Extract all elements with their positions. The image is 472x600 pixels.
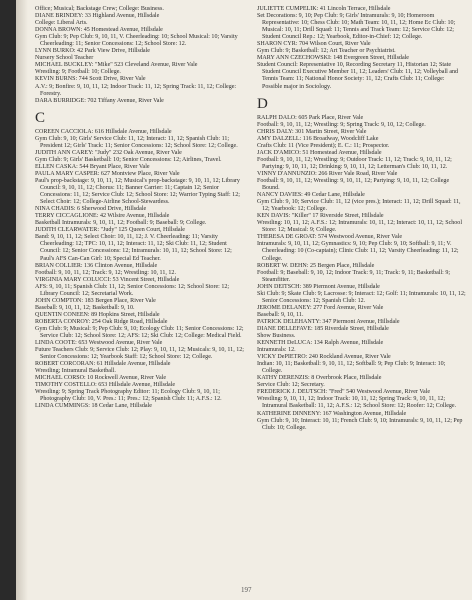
senior-entry-line: Gym Club: 9, 10; Girls' Service Club: 11, 12; Interact: 11, 12; Spanish Club: 11; President 12; Girls' Track: 11; Senior Concessions: 12; School Store: 12; College.	[35, 135, 238, 149]
right-column	[257, 6, 466, 432]
senior-entry-line: COREEN CACCIOLA: 616 Hillsdale Avenue, Hillsdale	[35, 128, 172, 135]
left-column	[35, 6, 247, 411]
senior-entry-line: Basketball Intramurals: 9, 10, 11, 12; Football: 9; Baseball: 9; College.	[35, 220, 207, 227]
senior-entry-line: Crafts Club: 11 (Vice President); E. C.: 11; Prospector.	[257, 142, 390, 149]
senior-entry-line: Football: 9, 10, 11, 12; Wrestling: 9, 10, 11, 12; Partying: 9, 10, 11, 12; College Bound.	[257, 177, 450, 192]
senior-entry-line: Office; Musical; Backstage Crew; College: Business.	[35, 6, 164, 12]
senior-entry-line: KATHY DERENZIS: 8 Overbrook Place, Hillsdale	[257, 375, 382, 382]
senior-entry-line: MICHAEL BUCKLEY: "Mike" 523 Cleveland Avenue, River Vale	[35, 62, 198, 69]
senior-entry-line: JACK D'AMICO: 51 Homestead Avenue, Hillsdale	[257, 149, 382, 156]
senior-entry-line: ELLEN CASKA: 544 Bryant Place, River Vale	[35, 163, 150, 170]
senior-entry-line: Paul's prop-backstage: 9, 10, 11, 12; Musical's prop-backstage: 9, 10, 11, 12; Library Council: 9, 10, 11, 12; Chorus: 11; Banner Carrier: 11; Captain 12; Senior Concessions: 11, 12; Service Club: 12; School Store: 12; Warrior Typing Staff: 12; Select Choir: 12; College-Airline School-Stewardess.	[35, 177, 240, 206]
senior-entry-line: NINA CHADIS: 6 Sherwood Drive, Hillsdale	[35, 206, 147, 213]
senior-entry-line: AFS: 9, 10, 11; Spanish Club: 11, 12; Senior Concessions: 12; School Store: 12; Library Council: 12; Secretarial Work.	[35, 283, 230, 297]
senior-entry-line: VIRGINIA MARY COLUCCI: 53 Vincent Street, Hillsdale	[35, 276, 180, 283]
senior-entry-line: KENNETH DeLUCA: 134 Ralph Avenue, Hillsdale	[257, 340, 384, 347]
senior-entry-line: JUDITH ANN CAREY: "Judy" 232 Oak Avenue, River Vale	[35, 149, 182, 156]
senior-entry-line: Set Decorations: 9, 10; Pep Club: 9; Girls' Intramurals: 9, 10; Homeroom Representative: 10; Chess Club: 10; Math Team: 10, 11, 12; Home Ec Club: 10; Musical: 10, 11; Drill Squad: 11; Tennis and Track Team: 12; Service Club: 12; Student Council Rep.: 12; Yearbook, Editor-in-Chief: 12; College.	[257, 13, 456, 41]
senior-entry-line: MICHAEL CORSO: 10 Rockwell Avenue, River Vale	[35, 375, 167, 382]
senior-entry-line: THERESA DE GROAT: 574 Westwood Avenue, River Vale	[257, 234, 402, 241]
senior-entry-line: JOHN COMPTON: 183 Bergen Place, River Vale	[35, 297, 156, 304]
senior-entry-line: Band: 9, 10, 11, 12; Select Choir: 10, 11, 12; J. V. Cheerleading: 11; Varsity Cheerleading: 12; TPC: 10, 11, 12; Interact: 11, 12; Ski Club: 11, 12; Student Council: 12; Senior Concessions: 12; Intramurals: 10, 11, 12; School Store: 12; Paul's AFS Can-Can Girl: 10; Special Ed Teacher.	[35, 234, 232, 262]
senior-entry-line: Future Teachers Club: 9; Service Club: 12; Play: 9, 10, 11, 12; Musicals: 9, 10, 11, 12; Senior Concessions: 12; Yearbook Staff: 12; School Store: 12; College.	[35, 347, 244, 361]
senior-entry-line: Gym Club: 9; Pep Club: 9, 10, 11, V. Cheerleading: 10; School Musical: 10; Varsity Cheerleading: 11; Senior Concessions: 12; School Store: 12.	[35, 34, 238, 48]
senior-entry-line: Wrestling: 10, 11, 12; A.F.S.: 12; Intramurals: 10, 11, 12; Interact: 10, 11, 12; School Store: 12; Musical: 9; College.	[257, 220, 463, 234]
senior-entry-line: VICKY DePIETRO: 240 Rockland Avenue, River Vale	[257, 354, 391, 361]
senior-entry-line: Gym Club: 9; Musical: 9; Pep Club: 9, 10; Ecology Club: 11; Senior Concessions: 12; Service Club: 12; School Store: 12; AFS: 12; Ski Club: 12; College: Medical Field.	[35, 325, 244, 340]
senior-entry-line: JOHN DEITSCH: 389 Piermont Avenue, Hillsdale	[257, 283, 380, 290]
section-letter-d: D	[257, 95, 268, 112]
senior-entry-line: KEN DAVIS: "Killer" 17 Riverside Street, Hillsdale	[257, 213, 384, 220]
book-spine-shadow	[16, 0, 28, 600]
senior-entry-line: LINDA CUMMINGS: 18 Cedar Lane, Hillsdale	[35, 403, 152, 410]
senior-entry-line: JUDITH CLEARWATER: "Judy" 125 Queen Court, Hillsdale	[35, 227, 185, 234]
senior-entry-line: TIMOTHY COSTELLO: 653 Hillsdale Avenue, Hillsdale	[35, 382, 176, 389]
senior-entry-line: Football: 9, 10, 11, 12; Track: 9, 12; Wrestling: 10, 11, 12.	[35, 269, 176, 276]
senior-entry-line: PATRICK DELEHANTY: 347 Piermont Avenue, Hillsdale	[257, 318, 400, 325]
right-top-entries	[257, 6, 466, 91]
senior-entry-line: Wrestling: 9; Spring Track Photography Editor: 11; Ecology Club: 9, 10, 11; Photography Club: 10, V. Pres.: 11; Pres.: 12; Spanish Club: 11; A.F.S.: 12.	[35, 389, 222, 403]
senior-entry-line: Gym Club: 9, 10; Service Club: 11, 12 (vice pres.); Interact: 11, 12; Drill Squad: 11, 12; Yearbook: 12; College.	[257, 199, 461, 213]
senior-entry-line: Baseball: 9, 10, 11.	[257, 311, 304, 318]
senior-entry-line: A.V.: 9; Bonfire: 9, 10, 11, 12; Indoor Track: 11, 12; Spring Track: 11, 12; College: Forestry.	[35, 83, 237, 97]
yearbook-page	[16, 0, 472, 600]
senior-entry-line: Service Club: 12; Secretary.	[257, 382, 325, 389]
senior-entry-line: College: Liberal Arts.	[35, 20, 88, 27]
senior-entry-line: Ski Club: 9; Skate Club: 9; Lacrosse: 9; Interact: 12; Golf: 11; Intramurals: 10, 11, 12; Senior Concessions: 12; Spanish Club: 12.	[257, 290, 466, 304]
senior-entry-line: Football: 9, 10, 11, 12; Wrestling: 9; Outdoor Track: 11, 12; Track: 9, 10, 11, 12; Partying: 9, 10, 11, 12; Drinking: 9, 10, 11, 12; Letterman's Club: 10, 11, 12.	[257, 156, 452, 170]
senior-entry-line: VINNY D'ANNUNZIO: 266 River Vale Road, River Vale	[257, 170, 398, 177]
senior-entry-line: Nursery School Teacher	[35, 55, 94, 62]
right-bottom-entries	[257, 115, 466, 432]
senior-entry-line: Baseball: 9, 10, 11, 12; Basketball: 9, 10.	[35, 304, 135, 311]
senior-entry-line: DIANE DELLEFAVE: 185 Riverdale Street, Hillsdale	[257, 325, 389, 332]
senior-entry-line: ROBERT W. DEHN: 25 Bergen Place, Hillsdale	[257, 262, 375, 269]
senior-entry-line: TERRY CICCAGLIONE: 42 Wilsire Avenue, Hillsdale	[35, 213, 170, 220]
senior-entry-line: FREDERICK J. DEUTSCH: "Fred" 540 Westwood Avenue, River Vale	[257, 389, 431, 396]
senior-entry-line: DIANE BRINDEY: 33 Highland Avenue, Hillsdale	[35, 13, 160, 20]
senior-entry-line: LYNN BURKO: 42 Park View Drive, Hillsdale	[35, 48, 150, 55]
page-number: 197	[241, 586, 252, 594]
senior-entry-line: Wrestling: 9; Football: 10; College.	[35, 69, 121, 76]
senior-entry-line: KATHERINE DINNENY: 167 Washington Avenue, Hillsdale	[257, 410, 407, 417]
senior-entry-line: SHARON CYR: 704 Wilson Court, River Vale	[257, 41, 371, 48]
senior-entry-line: Gym Club: 9, 10; Interact: 10, 11; French Club: 9, 10; Intramurals: 9, 10, 11, 12; Pep Club: 10; College.	[257, 417, 463, 431]
senior-entry-line: DONNA BROWN: 45 Homestead Avenue, Hillsdale	[35, 27, 163, 34]
senior-entry-line: Indian: 10, 11; Basketball: 9, 10, 11, 12; Softball: 9; Pep Club: 9; Interact: 10; College.	[257, 361, 446, 375]
senior-entry-line: Show Business.	[257, 333, 296, 340]
senior-entry-line: Wrestling: 9, 10, 11, 12; Indoor Track: 10, 11, 12; Spring Track: 9, 10, 11, 12; Intramural Basketball: 11, 12; A.F.S.: 12; School Store: 12; Roofer: 12; College.	[257, 396, 457, 410]
senior-entry-line: AMY DALZELL: 116 Broadway, Woodcliff Lake	[257, 135, 379, 142]
senior-entry-line: Student Council: Representative 10, Recording Secretary 11, Historian 12; State Student Council Executive Member 11, 12; Leaders' Club: 11, 12; Volleyball and Tennis Team: 11; National Honor Society: 11, 12; Crafts Club: 11; College: Possible major in Sociology.	[257, 62, 459, 90]
senior-entry-line: JULIETTE CUMPELIK: 41 Lincoln Terrace, Hillsdale	[257, 6, 391, 12]
senior-entry-line: QUENTIN CONEEN: 89 Hopkins Street, Hillsdale	[35, 311, 160, 318]
senior-entry-line: MARY ANN CZECHOWSKI: 148 Evergreen Street, Hillsdale	[257, 55, 409, 62]
senior-entry-line: NANCY DAVIES: 49 Cedar Lane, Hillsdale	[257, 192, 365, 199]
left-top-entries	[35, 6, 247, 105]
senior-entry-line: KEVIN BURNS: 744 Scott Drive, River Vale	[35, 76, 146, 83]
senior-entry-line: LINDA COOTE: 653 Westwood Avenue, River Vale	[35, 340, 163, 347]
senior-entry-line: BRIAN COLLIER: 136 Clinton Avenue, Hillsdale	[35, 262, 158, 269]
left-bottom-entries	[35, 129, 247, 411]
senior-entry-line: Football: 9; Baseball: 9, 10, 12; Indoor Track: 9, 11; Track: 9, 11; Basketball: 9; Steamfitter.	[257, 269, 451, 283]
senior-entry-line: RALPH DALO: 605 Park Place, River Vale	[257, 114, 364, 121]
senior-entry-line: PAULA MARY CASPER: 627 Montview Place, River Vale	[35, 170, 180, 177]
senior-entry-line: Intramurals: 12.	[257, 347, 296, 354]
senior-entry-line: ROBERTA CONROY: 254 Oak Ridge Road, Hillsdale	[35, 318, 168, 325]
senior-entry-line: ROBERT CORCORAN: 61 Hillsdale Avenue, Hillsdale	[35, 361, 171, 368]
senior-entry-line: CHRIS DALY: 301 Martin Street, River Vale	[257, 128, 367, 135]
section-letter-c: C	[35, 109, 46, 126]
senior-entry-line: Football: 9, 10, 11, 12; Wrestling: 9; Spring Track: 9, 10, 12; College.	[257, 121, 426, 128]
senior-entry-line: DARA BURRIDGE: 702 Tiffany Avenue, River Vale	[35, 97, 164, 104]
senior-entry-line: Gym Club: 9; Basketball: 12; Art Teacher or Psychiatrist.	[257, 48, 396, 55]
senior-entry-line: Gym Club: 9; Girls' Basketball: 10; Senior Concessions: 12; Airlines, Travel.	[35, 156, 222, 163]
senior-entry-line: Wrestling; Intramural Basketball.	[35, 368, 116, 375]
senior-entry-line: Intramurals: 9, 10, 11, 12; Gymnastics: 9, 10; Pep Club: 9, 10; Softball: 9, 11; V. Cheerleading: 10 (Co-captain); Clinic Club: 11, 12; Varsity Cheerleading: 11, 12; College.	[257, 241, 459, 262]
senior-entry-line: JEROME DELANEY: 277 Ford Avenue, River Vale	[257, 304, 384, 311]
